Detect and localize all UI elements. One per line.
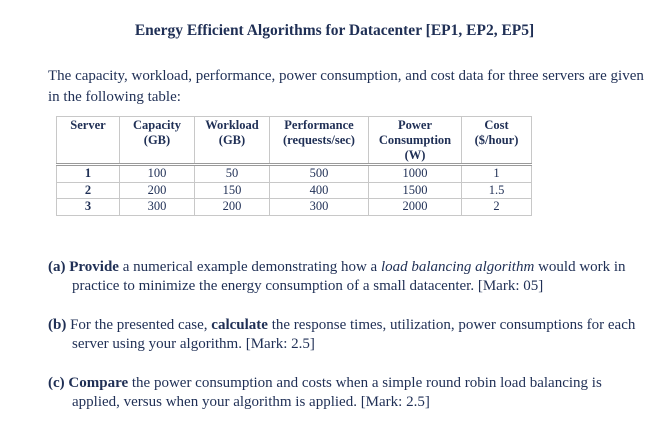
question-c-text1: the power consumption and costs when a simple round robin load balancing is applied, versus when your algorithm is applied. [Mark: 2.5] xyxy=(72,375,602,410)
cell-power: 2000 xyxy=(369,199,462,216)
question-b-text2: the response times, utilization, power consumptions for each server using your algorithm. [Mark: 2.5] xyxy=(72,317,636,352)
header-performance: Performance (requests/sec) xyxy=(270,117,369,165)
question-a-label: (a) xyxy=(48,259,66,275)
cell-performance: 400 xyxy=(270,182,369,199)
table-row xyxy=(57,199,532,216)
cell-capacity: 200 xyxy=(120,182,195,199)
header-server: Server xyxy=(57,117,120,165)
question-b xyxy=(48,316,644,354)
cell-cost: 2 xyxy=(462,199,532,216)
cell-cost: 1 xyxy=(462,165,532,183)
cell-performance: 300 xyxy=(270,199,369,216)
header-workload: Workload (GB) xyxy=(195,117,270,165)
question-b-label: (b) xyxy=(48,317,67,333)
question-c-label: (c) xyxy=(48,375,65,391)
question-a-emphasis: load balancing algorithm xyxy=(380,259,535,275)
cell-workload: 200 xyxy=(195,199,270,216)
question-a xyxy=(48,258,644,296)
cell-performance: 500 xyxy=(270,165,369,183)
question-b-text1: For the presented case, xyxy=(70,317,208,333)
header-capacity: Capacity (GB) xyxy=(120,117,195,165)
table-row xyxy=(57,165,532,183)
cell-cost: 1.5 xyxy=(462,182,532,199)
cell-workload: 50 xyxy=(195,165,270,183)
header-power: Power Consumption (W) xyxy=(369,117,462,165)
intro-paragraph: The capacity, workload, performance, power consumption, and cost data for three servers are given in the following table: xyxy=(48,68,644,105)
cell-power: 1000 xyxy=(369,165,462,183)
cell-server: 2 xyxy=(57,182,120,199)
cell-capacity: 300 xyxy=(120,199,195,216)
table-row xyxy=(57,182,532,199)
question-a-verb: Provide xyxy=(69,259,119,275)
question-c xyxy=(48,374,644,412)
cell-server: 1 xyxy=(57,165,120,183)
page-title: Energy Efficient Algorithms for Datacenter [EP1, EP2, EP5] xyxy=(134,22,535,39)
question-c-verb: Compare xyxy=(68,375,129,391)
question-a-text2: would work in practice to minimize the energy consumption of a small datacenter. [Mark: 05] xyxy=(72,259,626,294)
server-table xyxy=(56,116,532,216)
question-a-text1: a numerical example demonstrating how a xyxy=(122,259,378,275)
cell-power: 1500 xyxy=(369,182,462,199)
question-b-verb: calculate xyxy=(211,317,268,333)
header-cost: Cost ($/hour) xyxy=(462,117,532,165)
table-header-row xyxy=(57,117,532,165)
cell-workload: 150 xyxy=(195,182,270,199)
cell-capacity: 100 xyxy=(120,165,195,183)
cell-server: 3 xyxy=(57,199,120,216)
